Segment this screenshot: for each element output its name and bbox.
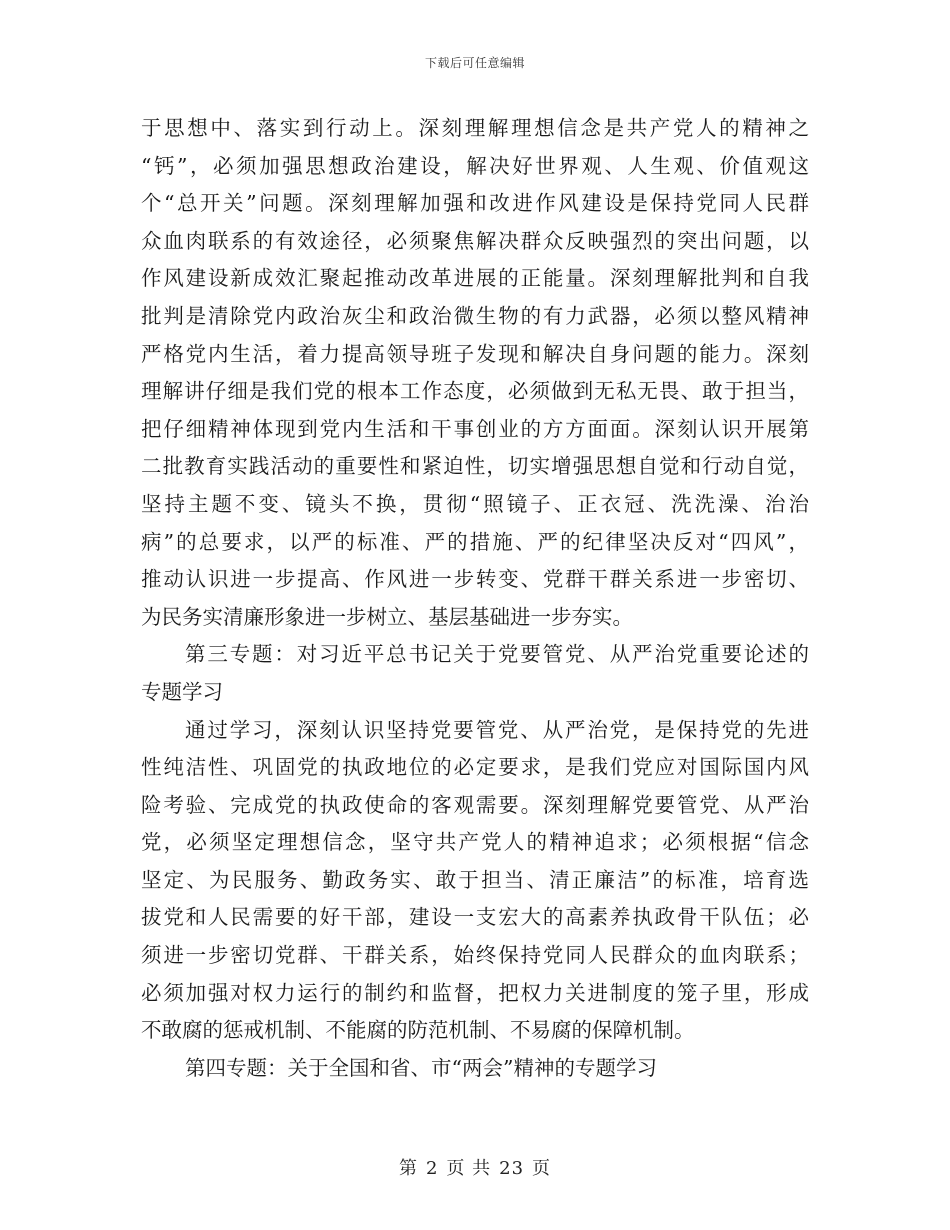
text-line: “钙”，必须加强思想政治建设，解决好世界观、人生观、价值观这 xyxy=(141,153,809,178)
text-line: 险考验、完成党的执政使命的客观需要。深刻理解党要管党、从严治 xyxy=(141,792,809,817)
document-body xyxy=(141,110,809,1087)
text-line: 不敢腐的惩戒机制、不能腐的防范机制、不易腐的保障机制。 xyxy=(141,1018,695,1043)
footer-total-pages: 23 xyxy=(499,1158,525,1179)
text-line: 坚持主题不变、镜头不换，贯彻“照镜子、正衣冠、洗洗澡、治治 xyxy=(141,491,809,516)
text-line: 众血肉联系的有效途径，必须聚焦解决群众反映强烈的突出问题，以 xyxy=(141,228,809,253)
text-line: 个“总开关”问题。深刻理解加强和改进作风建设是保持党同人民群 xyxy=(141,191,809,216)
text-line: 党，必须坚定理想信念，坚守共产党人的精神追求；必须根据“信念 xyxy=(141,830,809,855)
text-line: 第四专题：关于全国和省、市“两会”精神的专题学习 xyxy=(185,1055,657,1080)
text-line: 推动认识进一步提高、作风进一步转变、党群干群关系进一步密切、 xyxy=(141,567,809,592)
text-line: 作风建设新成效汇聚起推动改革进展的正能量。深刻理解批判和自我 xyxy=(141,266,809,291)
text-line: 理解讲仔细是我们党的根本工作态度，必须做到无私无畏、敢于担当， xyxy=(141,379,809,404)
text-line: 第三专题：对习近平总书记关于党要管党、从严治党重要论述的 xyxy=(185,642,809,667)
text-line: 通过学习，深刻认识坚持党要管党、从严治党，是保持党的先进 xyxy=(185,717,809,742)
text-line: 必须加强对权力运行的制约和监督，把权力关进制度的笼子里，形成 xyxy=(141,980,809,1005)
text-line: 性纯洁性、巩固党的执政地位的必定要求，是我们党应对国际国内风 xyxy=(141,755,809,780)
text-line: 把仔细精神体现到党内生活和干事创业的方方面面。深刻认识开展第 xyxy=(141,416,809,441)
footer-current-page: 2 xyxy=(425,1158,439,1179)
text-line: 于思想中、落实到行动上。深刻理解理想信念是共产党人的精神之 xyxy=(141,116,809,140)
text-line: 须进一步密切党群、干群关系，始终保持党同人民群众的血肉联系； xyxy=(141,943,809,968)
text-line: 坚定、为民服务、勤政务实、敢于担当、清正廉洁”的标准，培育选 xyxy=(141,867,809,892)
text-line: 拔党和人民需要的好干部，建设一支宏大的高素养执政骨干队伍；必 xyxy=(141,905,809,930)
footer-middle: 页 共 xyxy=(446,1158,492,1179)
text-line: 批判是清除党内政治灰尘和政治微生物的有力武器，必须以整风精神 xyxy=(141,303,809,328)
text-line: 病”的总要求，以严的标准、严的措施、严的纪律坚决反对“四风”， xyxy=(141,529,809,554)
text-line: 为民务实清廉形象进一步树立、基层基础进一步夯实。 xyxy=(141,604,633,629)
page-header: 下载后可任意编辑 xyxy=(424,56,525,70)
text-line: 严格党内生活，着力提高领导班子发现和解决自身问题的能力。深刻 xyxy=(141,341,809,366)
page-footer xyxy=(0,1154,950,1180)
footer-suffix: 页 xyxy=(532,1158,552,1179)
footer-prefix: 第 xyxy=(398,1158,418,1179)
text-line: 专题学习 xyxy=(141,679,223,704)
text-line: 二批教育实践活动的重要性和紧迫性，切实增强思想自觉和行动自觉， xyxy=(141,454,809,479)
